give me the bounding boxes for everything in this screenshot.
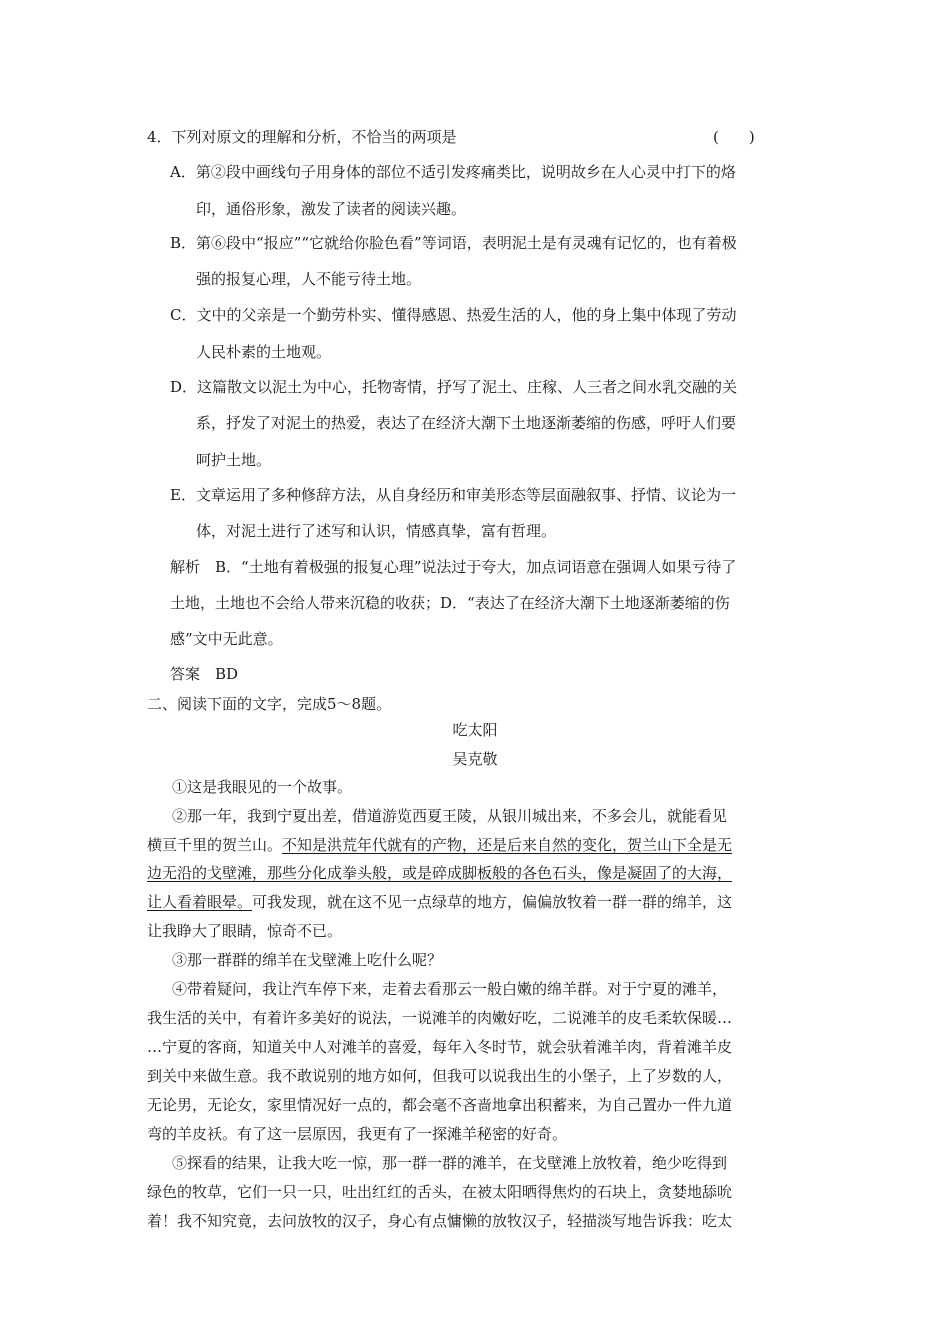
section-heading: 二、阅读下面的文字，完成5～8题。 bbox=[147, 695, 392, 713]
option-c-line-1: C．文中的父亲是一个勤劳朴实、懂得感恩、热爱生活的人，他的身上集中体现了劳动 bbox=[170, 306, 737, 324]
underlined-sentence-part-2: 边无沿的戈壁滩，那些分化成拳头般，或是碎成脚板般的各色石头，像是凝固了的大海， bbox=[147, 864, 733, 882]
option-a-line-2: 印，通俗形象，激发了读者的阅读兴趣。 bbox=[196, 200, 467, 218]
option-c-line-2: 人民朴素的土地观。 bbox=[196, 343, 332, 361]
option-d-line-2: 系，抒发了对泥土的热爱，表达了在经济大潮下土地逐渐萎缩的伤感，呼吁人们要 bbox=[196, 414, 737, 432]
option-d-line-1: D．这篇散文以泥土为中心，托物寄情，抒写了泥土、庄稼、人三者之间水乳交融的关 bbox=[170, 378, 738, 396]
paragraph-4-line-5: 无论男，无论女，家里情况好一点的，都会毫不吝啬地拿出积蓄来，为自己置办一件九道 bbox=[147, 1096, 733, 1114]
paragraph-4-line-3: …宁夏的客商，知道关中人对滩羊的喜爱，每年入冬时节，就会驮着滩羊肉，背着滩羊皮 bbox=[147, 1038, 733, 1056]
option-a-line-1: A．第②段中画线句子用身体的部位不适引发疼痛类比，说明故乡在人心灵中打下的烙 bbox=[170, 163, 736, 181]
paragraph-3: ③那一群群的绵羊在戈壁滩上吃什么呢？ bbox=[172, 951, 443, 969]
paragraph-2-line-5: 让我睁大了眼睛，惊奇不已。 bbox=[147, 922, 343, 940]
paragraph-4-line-4: 到关中来做生意。我不敢说别的地方如何，但我可以说我出生的小堡子，上了岁数的人， bbox=[147, 1067, 733, 1085]
option-e-line-2: 体，对泥土进行了述写和认识，情感真挚，富有哲理。 bbox=[196, 522, 557, 540]
option-b-line-2: 强的报复心理，人不能亏待土地。 bbox=[196, 270, 422, 288]
paragraph-5-line-3: 着！我不知究竟，去问放牧的汉子，身心有点慵懒的放牧汉子，轻描淡写地告诉我：吃太 bbox=[147, 1212, 733, 1230]
paragraph-5-line-1: ⑤探看的结果，让我大吃一惊，那一群一群的滩羊，在戈壁滩上放牧着，绝少吃得到 bbox=[172, 1154, 728, 1172]
analysis-line-2: 土地，土地也不会给人带来沉稳的收获；D．“表达了在经济大潮下土地逐渐萎缩的伤 bbox=[170, 594, 730, 612]
option-b-line-1: B．第⑥段中“报应”“它就给你脸色看”等词语，表明泥土是有灵魂有记忆的，也有着极 bbox=[170, 234, 737, 252]
paragraph-4-line-1: ④带着疑问，我让汽车停下来，走着去看那云一般白嫩的绵羊群。对于宁夏的滩羊， bbox=[172, 980, 728, 998]
answer-blank: ( ) bbox=[713, 128, 755, 146]
analysis-line-3: 感”文中无此意。 bbox=[170, 630, 283, 648]
paragraph-5-line-2: 绿色的牧草，它们一只一只，吐出红红的舌头，在被太阳晒得焦灼的石块上，贪婪地舔吮 bbox=[147, 1183, 733, 1201]
paragraph-2-line-1: ②那一年，我到宁夏出差，借道游览西夏王陵，从银川城出来，不多会儿，就能看见 bbox=[172, 807, 728, 825]
paragraph-2-line-4 bbox=[147, 892, 732, 912]
paragraph-4-line-6: 弯的羊皮袄。有了这一层原因，我更有了一探滩羊秘密的好奇。 bbox=[147, 1125, 568, 1143]
underlined-sentence-part-3: 让人看着眼晕。 bbox=[147, 893, 253, 911]
underlined-sentence-part-1: 不知是洪荒年代就有的产物，还是后来自然的变化，贺兰山下全是无 bbox=[282, 836, 733, 854]
paragraph-1: ①这是我眼见的一个故事。 bbox=[172, 778, 353, 796]
question-stem: 4．下列对原文的理解和分析，不恰当的两项是 bbox=[147, 128, 457, 146]
paragraph-2-line-3 bbox=[147, 863, 732, 883]
answer-line: 答案 BD bbox=[170, 665, 239, 683]
analysis-line-1: 解析 B．“土地有着极强的报复心理”说法过于夸大，加点词语意在强调人如果亏待了 bbox=[170, 558, 737, 576]
paragraph-2-plain-text: 横亘千里的贺兰山。 bbox=[147, 836, 283, 854]
option-e-line-1: E．文章运用了多种修辞方法，从自身经历和审美形态等层面融叙事、抒情、议论为一 bbox=[170, 486, 736, 504]
article-author: 吴克敬 bbox=[452, 750, 498, 768]
option-d-line-3: 呵护土地。 bbox=[196, 451, 272, 469]
paragraph-2-plain-text-2: 可我发现，就在这不见一点绿草的地方，偏偏放牧着一群一群的绵羊，这 bbox=[252, 893, 733, 911]
article-title: 吃太阳 bbox=[452, 721, 498, 739]
paragraph-2-line-2 bbox=[147, 835, 732, 855]
paragraph-4-line-2: 我生活的关中，有着许多美好的说法，一说滩羊的肉嫩好吃，二说滩羊的皮毛柔软保暖… bbox=[147, 1009, 733, 1027]
